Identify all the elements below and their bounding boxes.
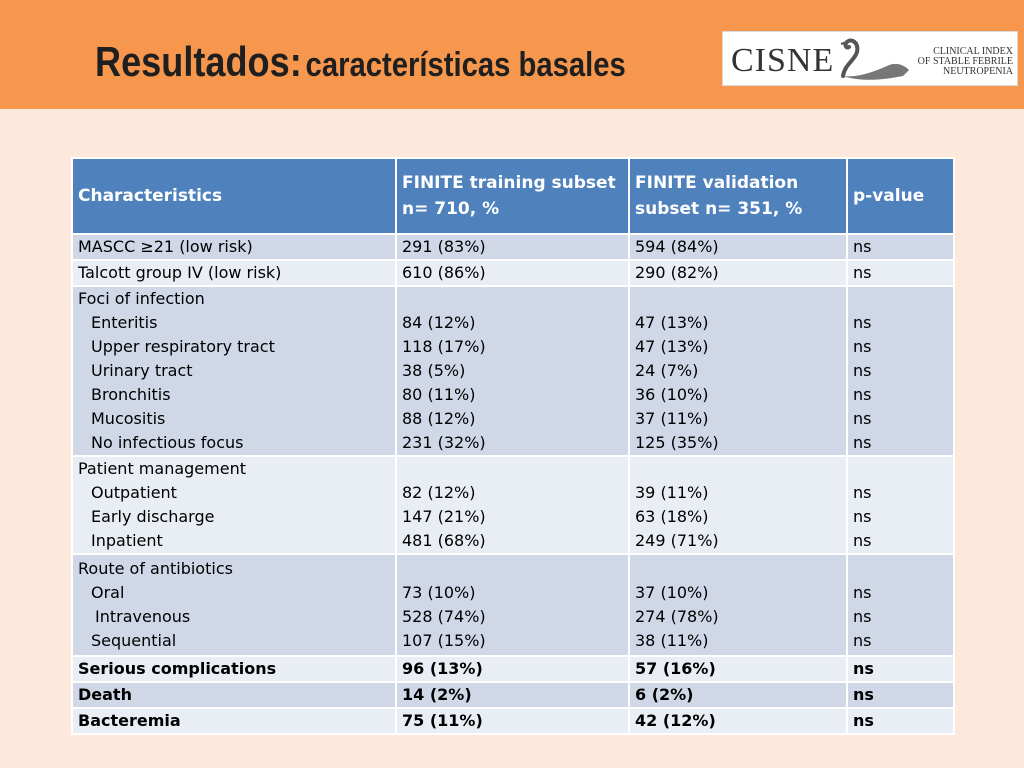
row-label: Serious complications: [72, 656, 396, 682]
training-value: [396, 286, 629, 456]
training-value: 82 (12%): [402, 483, 476, 502]
training-value: 528 (74%): [402, 607, 486, 626]
sub-label: Outpatient: [91, 483, 177, 502]
logo-tag-line: NEUTROPENIA: [943, 66, 1013, 77]
table-header-row: [72, 158, 954, 234]
validation-value: 249 (71%): [635, 531, 719, 550]
sub-label: Enteritis: [91, 313, 158, 332]
title-bar: [0, 0, 1024, 109]
row-label: [72, 286, 396, 456]
training-value: 231 (32%): [402, 433, 486, 452]
training-value: 481 (68%): [402, 531, 486, 550]
validation-value: 37 (10%): [635, 583, 709, 602]
row-label: Bacteremia: [72, 708, 396, 734]
p-value: ns: [853, 385, 872, 404]
logo-tagline: [909, 47, 1013, 77]
p-value: ns: [853, 483, 872, 502]
header-training-line: n= 710, %: [402, 199, 500, 219]
group-label: Patient management: [78, 459, 246, 478]
training-value: 73 (10%): [402, 583, 476, 602]
group-label: Route of antibiotics: [78, 559, 233, 578]
row-label: Talcott group IV (low risk): [72, 260, 396, 286]
table-row: [72, 260, 954, 286]
validation-value: 36 (10%): [635, 385, 709, 404]
p-value: ns: [847, 656, 954, 682]
p-value: [847, 456, 954, 554]
p-value: ns: [853, 433, 872, 452]
header-validation-line: subset n= 351, %: [635, 199, 803, 219]
header-training-line: FINITE training subset: [402, 173, 616, 193]
row-label: MASCC ≥21 (low risk): [72, 234, 396, 260]
p-value: [847, 554, 954, 656]
validation-value: [629, 554, 847, 656]
table-row-route: [72, 554, 954, 656]
training-value: 75 (11%): [396, 708, 629, 734]
validation-value: 6 (2%): [629, 682, 847, 708]
training-value: 88 (12%): [402, 409, 476, 428]
row-label: [72, 554, 396, 656]
row-label: Death: [72, 682, 396, 708]
sub-label: Intravenous: [95, 607, 191, 626]
validation-value: 63 (18%): [635, 507, 709, 526]
validation-value: [629, 456, 847, 554]
sub-label: Urinary tract: [91, 361, 193, 380]
p-value: ns: [853, 313, 872, 332]
header-training: [396, 158, 629, 234]
training-value: 96 (13%): [396, 656, 629, 682]
validation-value: 47 (13%): [635, 313, 709, 332]
p-value: ns: [847, 682, 954, 708]
table-row: [72, 682, 954, 708]
row-label: [72, 456, 396, 554]
p-value: ns: [853, 409, 872, 428]
training-value: 38 (5%): [402, 361, 466, 380]
results-table: [71, 157, 955, 735]
header-validation: [629, 158, 847, 234]
sub-label: Sequential: [91, 631, 177, 650]
training-value: 118 (17%): [402, 337, 486, 356]
slide-title-main: Resultados:: [95, 38, 302, 85]
table-row: [72, 234, 954, 260]
slide-title: [95, 38, 626, 86]
group-label: Foci of infection: [78, 289, 205, 308]
training-value: 84 (12%): [402, 313, 476, 332]
validation-value: 274 (78%): [635, 607, 719, 626]
training-value: 80 (11%): [402, 385, 476, 404]
p-value: ns: [853, 507, 872, 526]
training-value: 107 (15%): [402, 631, 486, 650]
p-value: ns: [853, 583, 872, 602]
validation-value: 125 (35%): [635, 433, 719, 452]
table-row-management: [72, 456, 954, 554]
header-pvalue: p-value: [847, 158, 954, 234]
table-row-foci: [72, 286, 954, 456]
p-value: ns: [853, 531, 872, 550]
training-value: 147 (21%): [402, 507, 486, 526]
sub-label: Bronchitis: [91, 385, 171, 404]
logo-tag-line: CLINICAL INDEX: [933, 46, 1013, 57]
sub-label: Inpatient: [91, 531, 163, 550]
table-row: [72, 656, 954, 682]
cisne-logo: [722, 31, 1018, 86]
validation-value: 37 (11%): [635, 409, 709, 428]
header-validation-line: FINITE validation: [635, 173, 799, 193]
training-value: 291 (83%): [396, 234, 629, 260]
p-value: ns: [847, 708, 954, 734]
training-value: 14 (2%): [396, 682, 629, 708]
p-value: ns: [853, 361, 872, 380]
training-value: [396, 456, 629, 554]
validation-value: [629, 286, 847, 456]
validation-value: 594 (84%): [629, 234, 847, 260]
p-value: ns: [853, 607, 872, 626]
logo-brand: CISNE: [731, 42, 835, 79]
p-value: ns: [853, 631, 872, 650]
validation-value: 39 (11%): [635, 483, 709, 502]
p-value: ns: [853, 337, 872, 356]
sub-label: Mucositis: [91, 409, 166, 428]
p-value: ns: [847, 234, 954, 260]
swan-icon: [833, 34, 913, 84]
sub-label: Early discharge: [91, 507, 215, 526]
validation-value: 42 (12%): [629, 708, 847, 734]
sub-label: No infectious focus: [91, 433, 244, 452]
logo-tag-line: OF STABLE FEBRILE: [917, 56, 1013, 67]
validation-value: 38 (11%): [635, 631, 709, 650]
p-value: [847, 286, 954, 456]
slide-title-sub: características basales: [305, 46, 626, 84]
p-value: ns: [847, 260, 954, 286]
training-value: 610 (86%): [396, 260, 629, 286]
training-value: [396, 554, 629, 656]
validation-value: 290 (82%): [629, 260, 847, 286]
header-characteristics: Characteristics: [72, 158, 396, 234]
validation-value: 47 (13%): [635, 337, 709, 356]
table-row: [72, 708, 954, 734]
sub-label: Oral: [91, 583, 125, 602]
validation-value: 57 (16%): [629, 656, 847, 682]
sub-label: Upper respiratory tract: [91, 337, 275, 356]
validation-value: 24 (7%): [635, 361, 699, 380]
